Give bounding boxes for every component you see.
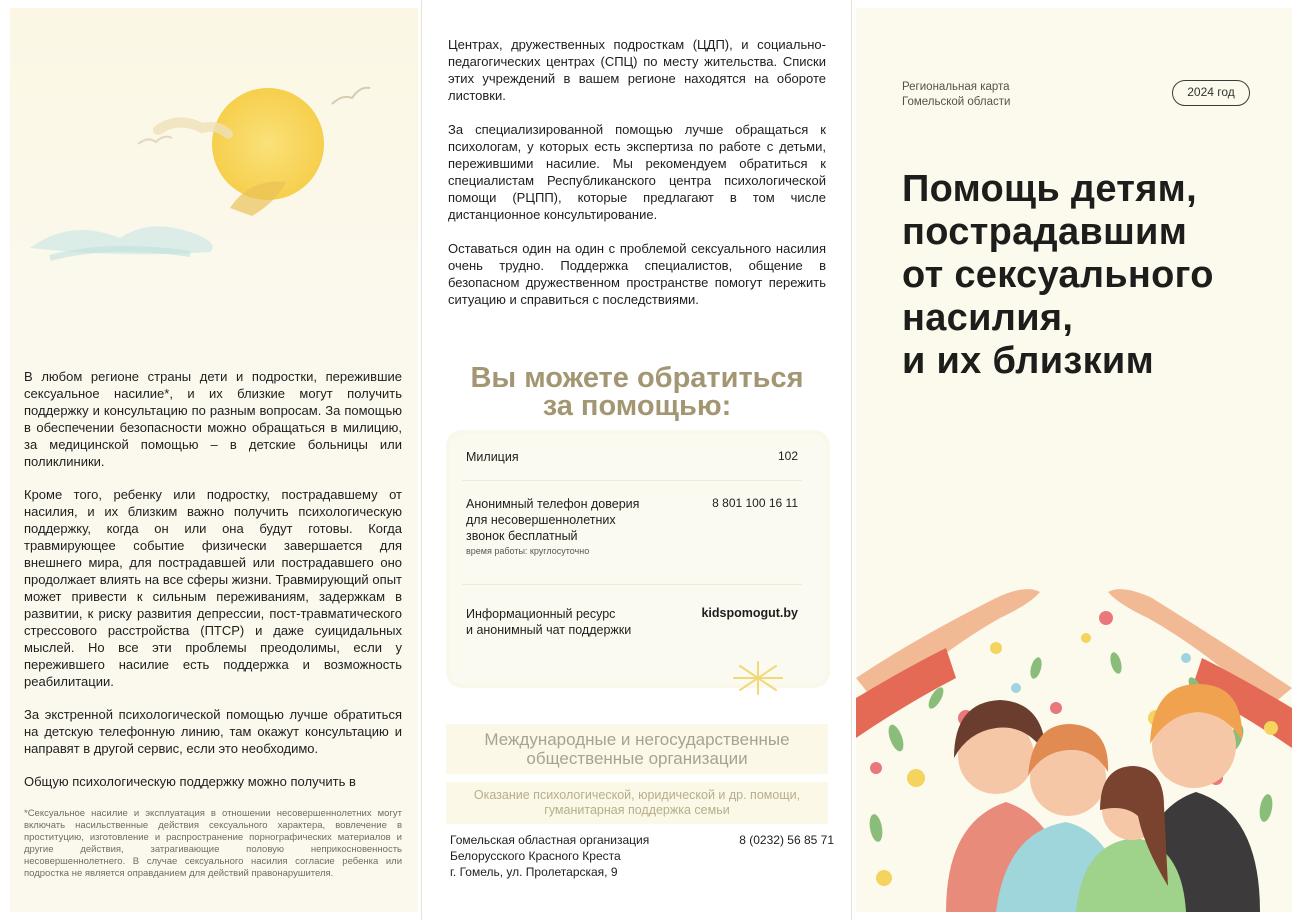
contact-name-line: звонок бесплатный	[466, 529, 578, 543]
org-address: г. Гомель, ул. Пролетарская, 9	[450, 865, 618, 879]
paragraph: Оставаться один на один с проблемой сексуального насилия очень трудно. Поддержка специалистов, общение в безопасном дружественном пространстве помогут пережить ситуацию и справиться с последствиями.	[448, 241, 826, 307]
fold-line	[851, 0, 852, 920]
contact-phone[interactable]: 8 801 100 16 11	[712, 496, 798, 510]
org-name: Гомельская областная организация	[450, 833, 650, 847]
title-line: насилия,	[902, 297, 1074, 339]
org-name-line: Белорусского Красного Креста	[450, 849, 621, 863]
contact-phone[interactable]: 102	[777, 449, 798, 463]
fold-line	[421, 0, 422, 920]
contact-row-hotline	[466, 496, 798, 556]
sparkle-icon	[728, 658, 788, 698]
title-line: Помощь детям,	[902, 168, 1197, 210]
contact-row-police	[466, 449, 798, 465]
left-body-text	[24, 368, 402, 806]
heading-line: за помощью:	[542, 390, 732, 422]
paragraph: За специализированной помощью лучше обращаться к психологам, у которых есть экспертиза по работе с детьми, пережившими насилие. Мы рекомендуем обратиться к специалистам Республиканского центра психологической помощи (РЦПП), которые предлагают в том числе дистанционное консультирование.	[448, 122, 826, 222]
band-line: Оказание психологической, юридической и др. помощи,	[473, 788, 801, 802]
paragraph: Общую психологическую поддержку можно получить в	[24, 774, 356, 789]
ngo-services-subtitle	[446, 782, 828, 824]
org-phone[interactable]: 8 (0232) 56 85 71	[739, 833, 834, 847]
title-line: пострадавшим	[902, 211, 1188, 253]
paragraph: В любом регионе страны дети и подростки, пережившие сексуальное насилие*, и их близкие могут получить поддержку и консультацию по разным вопросам. За помощью в обеспечении безопасности можно обращаться в милицию, за медицинской помощью – в детские больницы или поликлиники.	[24, 369, 402, 469]
contact-name-line: для несовершеннолетних	[466, 513, 616, 527]
title-line: и их близким	[902, 340, 1154, 382]
region-line: Региональная карта	[902, 81, 1010, 93]
family-illustration	[856, 548, 1292, 912]
band-line: общественные организации	[526, 749, 748, 768]
footnote: *Сексуальное насилие и эксплуатация в отношении несовершеннолетних могут включать насильственные действия сексуального характера, вовлечение в проституцию, изготовление и распространение порнографических материалов и другие действия, затрагивающие половую неприкосновенность несовершеннолетнего. В случае сексуального насилия согласие ребенка или подростка не является оправданием для действий правонарушителя.	[24, 808, 402, 879]
middle-panel	[426, 8, 846, 912]
divider	[462, 480, 802, 481]
contacts-card	[450, 434, 826, 684]
heading-line: Вы можете обратиться	[470, 362, 804, 394]
divider	[462, 584, 802, 585]
paragraph: Центрах, дружественных подросткам (ЦДП), и социально-педагогических центрах (СПЦ) по месту жительства. Списки этих учреждений в вашем регионе находятся на обороте листовки.	[448, 37, 826, 103]
contact-name: Информационный ресурс	[466, 607, 616, 621]
contacts-heading	[446, 364, 828, 420]
region-label	[902, 80, 1010, 110]
org-entry	[450, 832, 834, 880]
middle-body-text	[448, 36, 826, 325]
paragraph: За экстренной психологической помощью лучше обратиться на детскую телефонную линию, там окажут консультацию и направят в другой сервис, если это необходимо.	[24, 707, 402, 756]
contact-name: Анонимный телефон доверия	[466, 497, 640, 511]
sun-birds-illustration	[10, 8, 418, 328]
band-line: Международные и негосударственные	[484, 730, 790, 749]
contact-name: Милиция	[466, 450, 519, 464]
ngo-section-title	[446, 724, 828, 774]
working-hours-note: время работы: круглосуточно	[466, 546, 590, 556]
title-line: от сексуального	[902, 254, 1214, 296]
year-badge: 2024 год	[1172, 80, 1250, 106]
cover-panel	[856, 8, 1292, 912]
left-panel	[10, 8, 418, 912]
paragraph: Кроме того, ребенку или подростку, пострадавшему от насилия, и их близким важно получить психологическую поддержку, когда он или она будут готовы. Когда травмирующее событие физически завершается для внешнего мира, для пострадавшей или пострадавшего оно продолжает влиять на все сферы жизни. Травмирующий опыт может привести к сильным переживаниям, задержкам в развитии, к риску развития депрессии, пост-травматического стрессового расстройства (ПТСР) и даже суицидальных мыслей. Но все эти проблемы преодолимы, если у пережившего насилие есть поддержка и возможность реабилитации.	[24, 487, 402, 689]
cover-title	[902, 168, 1282, 383]
contact-row-website	[466, 606, 798, 638]
website-link[interactable]: kidspomogut.by	[701, 606, 798, 620]
contact-name-line: и анонимный чат поддержки	[466, 623, 632, 637]
region-line: Гомельской области	[902, 96, 1011, 108]
band-line: гуманитарная поддержка семьи	[544, 803, 730, 817]
